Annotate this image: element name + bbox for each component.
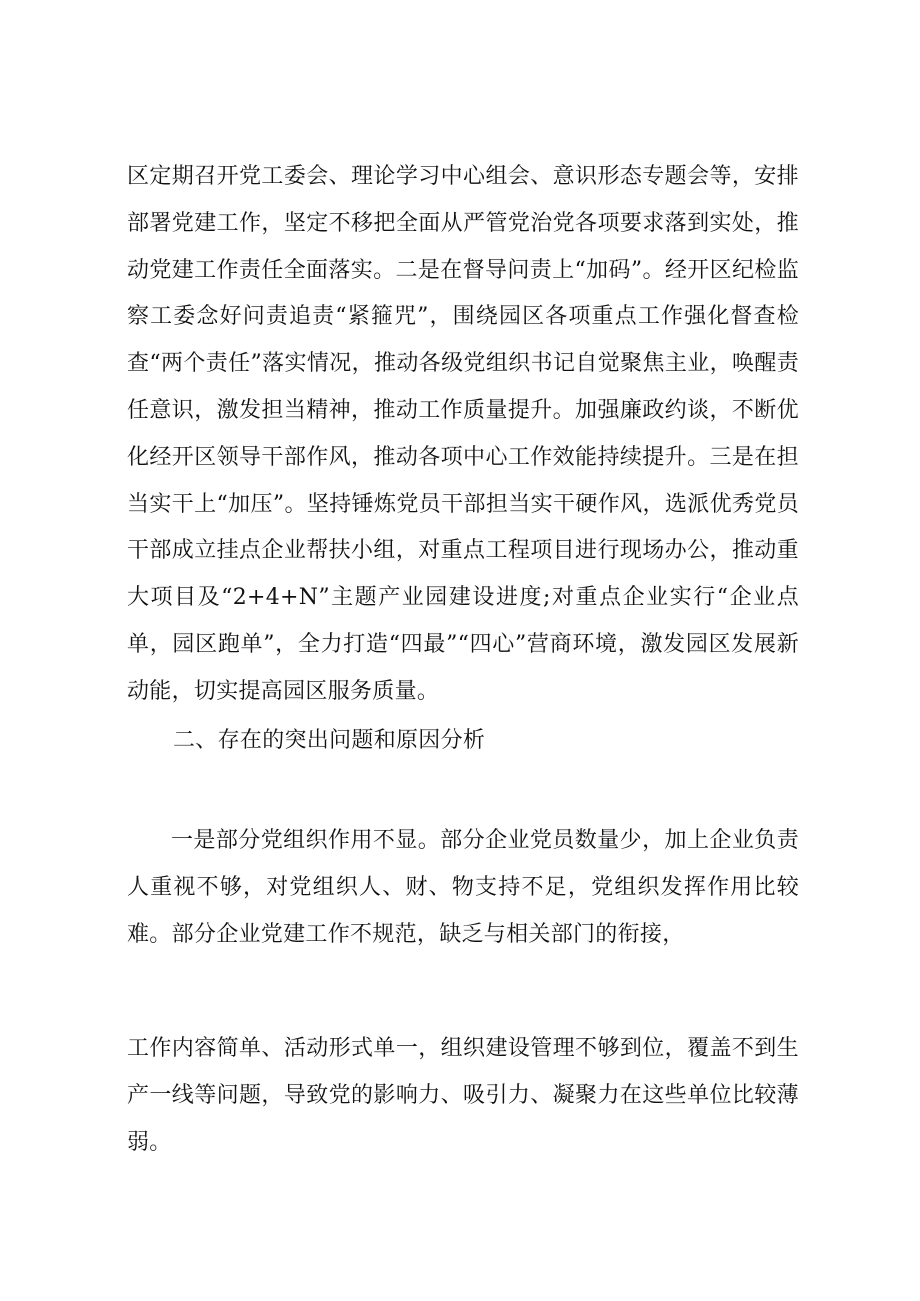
- body-paragraph-3: 工作内容简单、活动形式单一，组织建设管理不够到位，覆盖不到生产一线等问题，导致党的影响力、吸引力、凝聚力在这些单位比较薄弱。: [127, 1036, 799, 1155]
- body-paragraph-2: 一是部分党组织作用不显。部分企业党员数量少，加上企业负责人重视不够，对党组织人、财、物支持不足，党组织发挥作用比较难。部分企业党建工作不规范，缺乏与相关部门的衔接，: [127, 828, 799, 947]
- section-heading: 二、存在的突出问题和原因分析: [173, 728, 486, 753]
- body-paragraph-1: 区定期召开党工委会、理论学习中心组会、意识形态专题会等，安排部署党建工作，坚定不移把全面从严管党治党各项要求落到实处，推动党建工作责任全面落实。二是在督导问责上“加码”。经开区纪检监察工委念好问责追责“紧箍咒”，围绕园区各项重点工作强化督查检查“两个责任”落实情况，推动各级党组织书记自觉聚焦主业，唤醒责任意识，激发担当精神，推动工作质量提升。加强廉政约谈，不断优化经开区领导干部作风，推动各项中心工作效能持续提升。三是在担当实干上“加压”。坚持锤炼党员干部担当实干硬作风，选派优秀党员干部成立挂点企业帮扶小组，对重点工程项目进行现场办公，推动重大项目及“2+4+N”主题产业园建设进度;对重点企业实行“企业点单，园区跑单”，全力打造“四最”“四心”营商环境，激发园区发展新动能，切实提高园区服务质量。: [127, 164, 799, 704]
